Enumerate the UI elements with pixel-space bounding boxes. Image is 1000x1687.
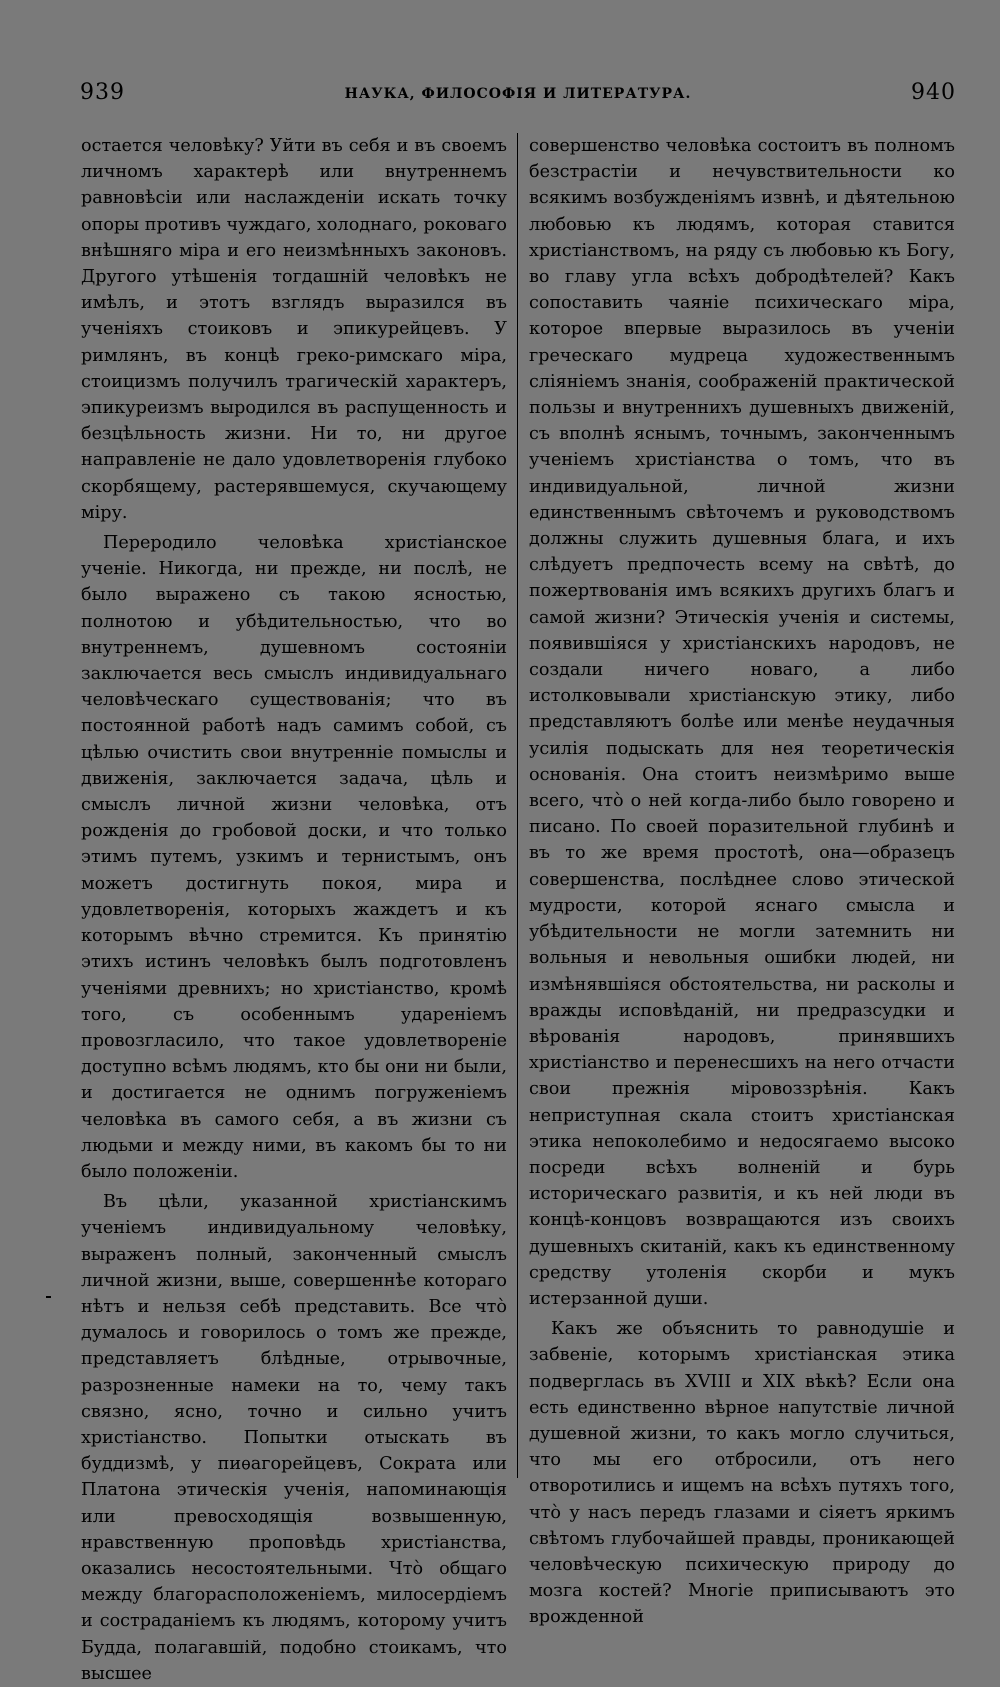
page-header bbox=[80, 80, 956, 114]
page-number-left: 939 bbox=[80, 80, 125, 105]
left-paragraph-2: Переродило человѣка христіанское ученіе. Никогда, ни прежде, ни послѣ, не было выражено съ такою ясностью, полнотою и убѣдительностью, что во внутреннемъ, душевномъ состояніи заключается весь смыслъ индивидуальнаго человѣческаго существованія; что въ постоянной работѣ надъ самимъ собой, съ цѣлью очистить свои внутренніе помыслы и движенія, заключается задача, цѣль и смыслъ личной жизни человѣка, отъ рожденія до гробовой доски, и что только этимъ путемъ, узкимъ и тернистымъ, онъ можетъ достигнуть покоя, мира и удовлетворенія, которыхъ жаждетъ и къ которымъ вѣчно стремится. Къ принятію этихъ истинъ человѣкъ былъ подготовленъ ученіями древнихъ; но христіанство, кромѣ того, съ особеннымъ удареніемъ провозгласило, что такое удовлетвореніе доступно всѣмъ людямъ, кто бы они ни были, и достигается не однимъ погруженіемъ человѣка въ самого себя, а въ жизни съ людьми и между ними, въ какомъ бы то ни было положеніи. bbox=[81, 533, 507, 1182]
left-paragraph-1: остается человѣку? Уйти въ себя и въ своемъ личномъ характерѣ или внутреннемъ равновѣсіи или наслажденіи искать точку опоры противъ чуждаго, холоднаго, роковаго внѣшняго міра и его неизмѣнныхъ законовъ. Другого утѣшенія тогдашній человѣкъ не имѣлъ, и этотъ взглядъ выразился въ ученіяхъ стоиковъ и эпикурейцевъ. У римлянъ, въ концѣ греко-римскаго міра, стоицизмъ получилъ трагическій характеръ, эпикуреизмъ выродился въ распущенность и безцѣльность жизни. Ни то, ни другое направленіе не дало удовлетворенія глубоко скорбящему, растерявшемуся, скучающему міру. bbox=[81, 136, 507, 523]
right-column bbox=[529, 133, 955, 1631]
running-title: НАУКА, ФИЛОСОФІЯ И ЛИТЕРАТУРА. bbox=[344, 86, 692, 102]
left-column bbox=[81, 133, 507, 1687]
margin-mark bbox=[46, 1296, 51, 1298]
page-number-right: 940 bbox=[911, 80, 956, 105]
right-paragraph-1: совершенство человѣка состоитъ въ полномъ безстрастіи и нечувствительности ко всякимъ возбужденіямъ извнѣ, и дѣятельною любовью къ людямъ, которая ставится христіанствомъ, на ряду съ любовью къ Богу, во главу угла всѣхъ добродѣтелей? Какъ сопоставить чаяніе психическаго міра, которое впервые выразилось въ ученіи греческаго мудреца художественнымъ сліяніемъ знанія, соображеній практической пользы и внутреннихъ душевныхъ движеній, съ вполнѣ яснымъ, точнымъ, законченнымъ ученіемъ христіанства о томъ, что въ индивидуальной, личной жизни единственнымъ свѣточемъ и руководствомъ должны служить душевныя блага, и ихъ слѣдуетъ предпочесть всему на свѣтѣ, до пожертвованія имъ всякихъ другихъ благъ и самой жизни? Этическія ученія и системы, появившіяся у христіанскихъ народовъ, не создали ничего новаго, а либо истолковывали христіанскую этику, либо представляютъ болѣе или менѣе неудачныя усилія подыскать для нея теоретическія основанія. Она стоитъ неизмѣримо выше всего, что̀ о ней когда-либо было говорено и писано. По своей поразительной глубинѣ и въ то же время простотѣ, она—образецъ совершенства, послѣднее слово этической мудрости, которой яснаго смысла и убѣдительности не могли затемнить ни вольныя и невольныя ошибки людей, ни измѣнявшіяся обстоятельства, ни расколы и вражды исповѣданій, ни предразсудки и вѣрованія народовъ, принявшихъ христіанство и перенесшихъ на него отчасти свои прежнія міровоззрѣнія. Какъ неприступная скала стоитъ христіанская этика непоколебимо и недосягаемо высоко посреди всѣхъ волненій и бурь историческаго развитія, и къ ней люди въ концѣ-концовъ возвращаются изъ своихъ душевныхъ скитаній, какъ къ единственному средству утоленія скорби и мукъ истерзанной души. bbox=[529, 136, 955, 1309]
right-paragraph-2: Какъ же объяснить то равнодушіе и забвеніе, которымъ христіанская этика подверглась въ XVIII и XIX вѣкѣ? Если она есть единственно вѣрное напутствіе личной душевной жизни, то какъ могло случиться, что мы его отбросили, отъ него отворотились и ищемъ на всѣхъ путяхъ того, что̀ у насъ передъ глазами и сіяетъ яркимъ свѣтомъ глубочайшей правды, проникающей человѣческую психическую природу до мозга костей? Многіе приписываютъ это врожденной bbox=[529, 1319, 955, 1628]
left-paragraph-3: Въ цѣли, указанной христіанскимъ ученіемъ индивидуальному человѣку, выраженъ полный, законченный смыслъ личной жизни, выше, совершеннѣе котораго нѣтъ и нельзя себѣ представить. Все что̀ думалось и говорилось о томъ же прежде, представляетъ блѣдные, отрывочные, разрозненные намеки на то, чему такъ связно, ясно, точно и сильно учитъ христіанство. Попытки отыскать въ буддизмѣ, у пиѳагорейцевъ, Сократа или Платона этическія ученія, напоминающія или превосходящія возвышенную, нравственную проповѣдь христіанства, оказались несостоятельными. Что̀ общаго между благорасположеніемъ, милосердіемъ и состраданіемъ къ людямъ, которому учитъ Будда, полагавшій, подобно стоикамъ, что высшее bbox=[81, 1192, 507, 1684]
column-divider bbox=[517, 133, 518, 1478]
